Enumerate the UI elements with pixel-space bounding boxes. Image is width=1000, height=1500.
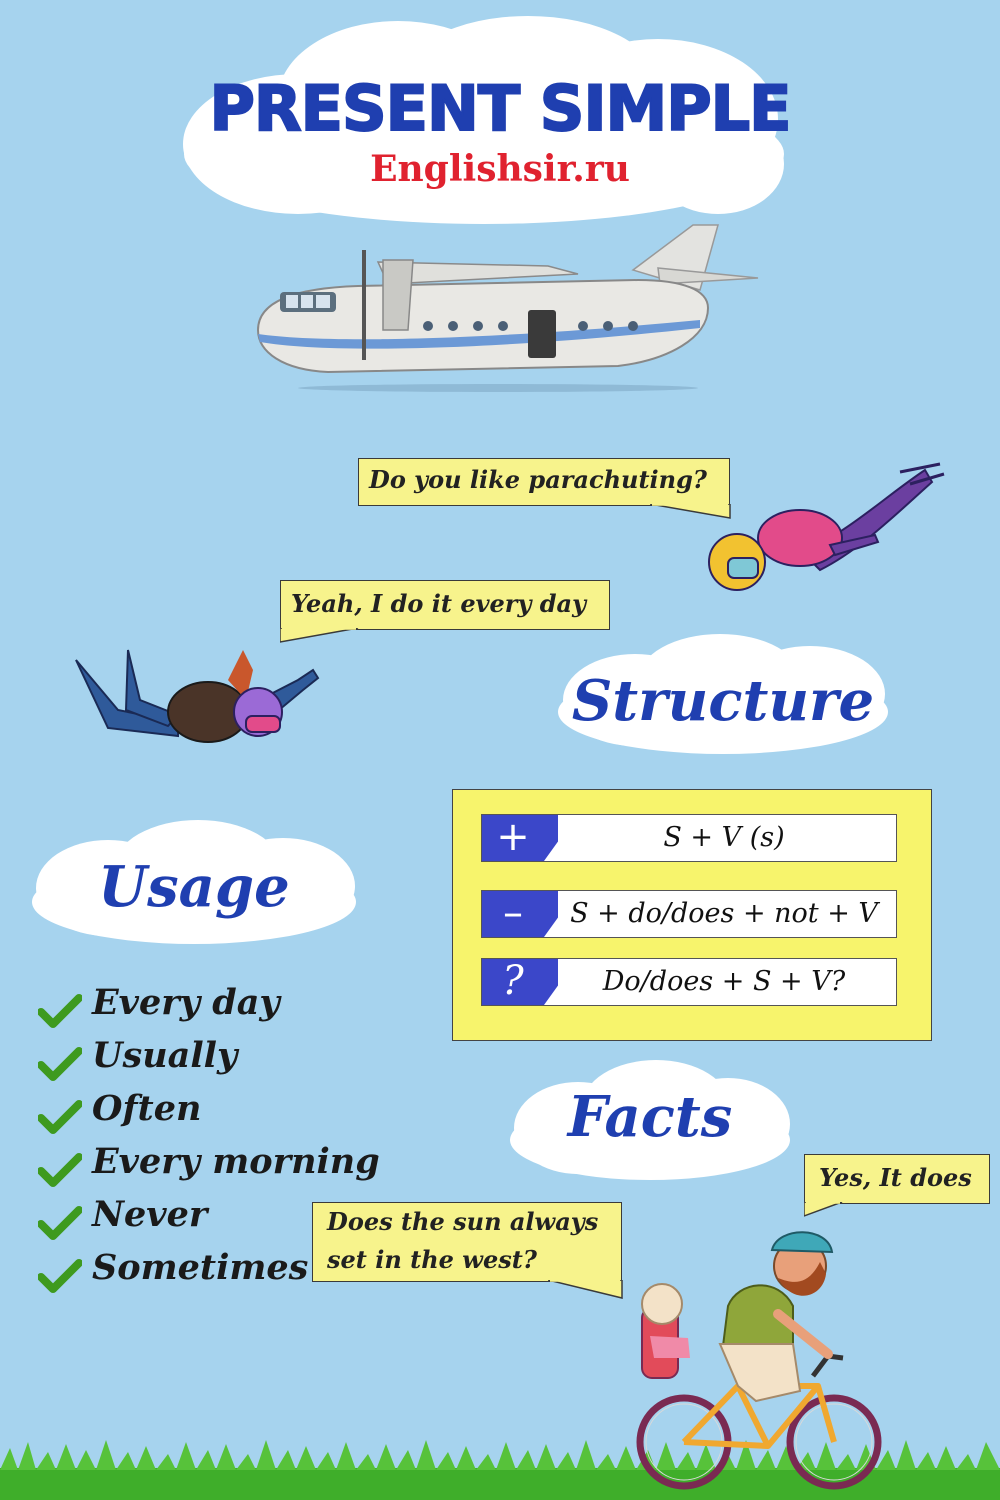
formula-text: S + V (s) [663, 822, 785, 853]
check-icon [38, 1259, 82, 1293]
speech-bubble-answer [280, 580, 610, 630]
facts-cloud [506, 1058, 794, 1182]
formula-negative [481, 890, 897, 938]
plus-sign-icon: + [482, 815, 558, 861]
question-text: Do you like parachuting? [369, 465, 707, 494]
question-sign-icon: ? [482, 959, 558, 1005]
usage-label: Usually [92, 1035, 238, 1076]
facts-answer-text: Yes, It does [819, 1163, 972, 1192]
usage-cloud [28, 818, 360, 948]
structure-cloud [555, 632, 891, 758]
usage-label: Often [92, 1088, 202, 1129]
usage-label: Sometimes [92, 1247, 309, 1288]
usage-label: Every day [92, 982, 280, 1023]
formula-positive [481, 814, 897, 862]
facts-heading: Facts [567, 1084, 733, 1150]
usage-label: Never [92, 1194, 208, 1235]
usage-label: Every morning [92, 1141, 380, 1182]
site-name: Englishsir.ru [370, 148, 630, 190]
bubble-tail [804, 1202, 844, 1218]
usage-heading: Usage [98, 854, 290, 920]
bubble-tail [548, 1280, 624, 1300]
formula-text: S + do/does + not + V [570, 898, 878, 929]
facts-question-line2: set in the west? [327, 1245, 537, 1274]
skydiver-right-illustration [700, 460, 950, 595]
formula-question [481, 958, 897, 1006]
formula-text: Do/does + S + V? [602, 966, 846, 997]
check-icon [38, 994, 82, 1028]
cyclist-illustration [628, 1226, 888, 1498]
check-icon [38, 1153, 82, 1187]
structure-heading: Structure [571, 668, 875, 734]
minus-sign-icon: – [482, 891, 558, 937]
check-icon [38, 1206, 82, 1240]
speech-bubble-facts-answer [804, 1154, 990, 1204]
check-icon [38, 1100, 82, 1134]
answer-text: Yeah, I do it every day [291, 589, 587, 618]
structure-panel [452, 789, 932, 1041]
speech-bubble-question [358, 458, 730, 506]
check-icon [38, 1047, 82, 1081]
page-title: PRESENT SIMPLE [209, 72, 791, 145]
speech-bubble-facts-question [312, 1202, 622, 1282]
airplane-illustration [238, 220, 768, 395]
facts-question-line1: Does the sun always [327, 1207, 599, 1236]
skydiver-left-illustration [68, 640, 323, 750]
